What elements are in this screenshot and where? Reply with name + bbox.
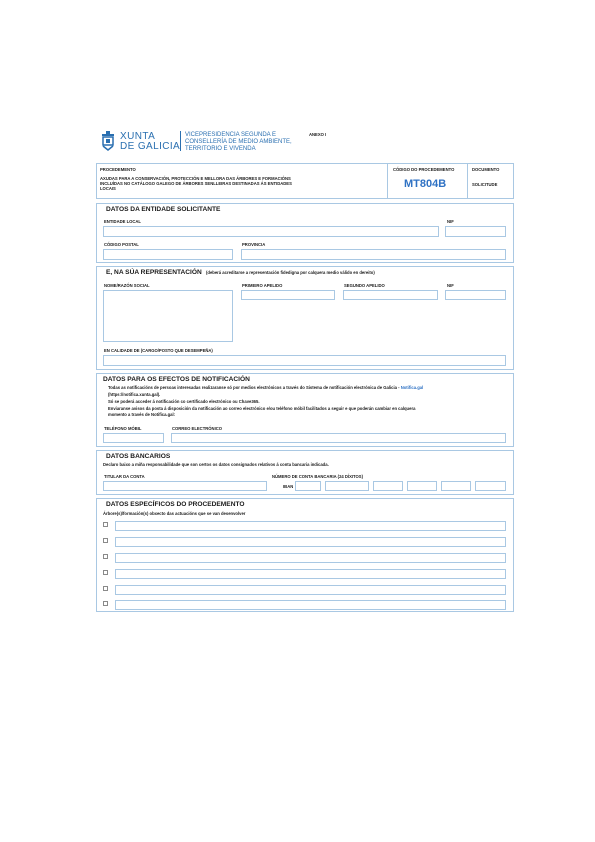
tree-checkbox-3[interactable] (103, 554, 108, 559)
account-field-number-1[interactable] (441, 481, 471, 491)
notification-text-line-1-body: Todas as notificacións de persoas interesadas realizaranse só por medios electrónicos a través do Sistema de notificación electrónica de Galicia - (108, 385, 400, 390)
specific-section-subtitle: Árbore(s)/formación(s) obxecto das actuacións que se van desenvolver (103, 511, 246, 516)
procedure-label: PROCEDEMENTO (100, 167, 136, 172)
department-line-2: CONSELLERÍA DE MEDIO AMBIENTE, (185, 139, 292, 145)
capacity-label: EN CALIDADE DE (CARGO/POSTO QUE DESEMPEÑA) (104, 348, 213, 353)
account-number-label: NÚMERO DE CONTA BANCARIA (24 DÍXITOS) (272, 474, 363, 479)
local-entity-label: ENTIDADE LOCAL (104, 219, 141, 224)
notification-section-title: DATOS PARA OS EFECTOS DE NOTIFICACIÓN (103, 376, 250, 383)
business-name-label: NOME/RAZÓN SOCIAL (104, 283, 150, 288)
mobile-phone-label: TELÉFONO MÓBIL (104, 426, 142, 431)
postal-code-label: CÓDIGO POSTAL (104, 242, 139, 247)
tree-checkbox-5[interactable] (103, 586, 108, 591)
first-surname-label: PRIMEIRO APELIDO (242, 283, 283, 288)
applicant-nif-field[interactable] (445, 226, 506, 237)
representation-note: (deberá acreditarse a representación fidedigna por calquera medio válido en dereito) (206, 270, 375, 275)
notifica-link[interactable]: Notifica.gal (400, 385, 424, 390)
account-field-number-2[interactable] (475, 481, 506, 491)
department-line-1: VICEPRESIDENCIA SEGUNDA E (185, 132, 277, 138)
iban-label: IBAN (283, 484, 294, 489)
coat-of-arms-icon (99, 131, 117, 151)
procedure-title-line-1: AXUDAS PARA A CONSERVACIÓN, PROTECCIÓN E MELLORA DAS ÁRBORES E FORMACIÓNS (100, 176, 291, 181)
province-field[interactable] (241, 249, 506, 260)
notification-text-line-2: (https://notifica.xunta.gal). (108, 392, 161, 397)
specific-section-title: DATOS ESPECÍFICOS DO PROCEDEMENTO (106, 501, 245, 508)
notification-text-line-5: momento a través de Notifica.gal: (108, 412, 176, 417)
postal-code-field[interactable] (103, 249, 233, 260)
account-field-office[interactable] (373, 481, 403, 491)
first-surname-field[interactable] (241, 290, 335, 300)
logo-divider (180, 131, 181, 151)
tree-checkbox-2[interactable] (103, 538, 108, 543)
email-label: CORREO ELECTRÓNICO (172, 426, 223, 431)
tree-field-4[interactable] (115, 569, 506, 579)
procedure-divider-1 (387, 163, 388, 199)
applicant-nif-label: NIF (447, 219, 454, 224)
procedure-code: MT804B (404, 178, 447, 190)
email-field[interactable] (171, 433, 506, 443)
applicant-section-title: DATOS DA ENTIDADE SOLICITANTE (106, 206, 221, 213)
bank-section-title: DATOS BANCARIOS (106, 453, 171, 460)
tree-checkbox-6[interactable] (103, 601, 108, 606)
account-field-entity[interactable] (325, 481, 369, 491)
business-name-field[interactable] (103, 290, 233, 342)
tree-field-6[interactable] (115, 600, 506, 610)
document-value: SOLICITUDE (472, 182, 498, 187)
bank-declaration: Declaro baixo a miña responsabilidade que son certos os datos consignados relativos á conta bancaria indicada. (103, 462, 329, 467)
capacity-field[interactable] (103, 355, 506, 366)
tree-field-5[interactable] (115, 585, 506, 595)
notification-text-line-3: Só se poderá acceder á notificación co certificado electrónico ou Chave365. (108, 399, 260, 404)
account-holder-label: TITULAR DA CONTA (104, 474, 145, 479)
department-line-3: TERRITORIO E VIVENDA (185, 146, 256, 152)
annex-label: ANEXO I (309, 132, 327, 137)
mobile-phone-field[interactable] (103, 433, 164, 443)
procedure-title-line-3: LOCAIS (100, 186, 116, 191)
local-entity-field[interactable] (103, 226, 439, 237)
second-surname-label: SEGUNDO APELIDO (344, 283, 385, 288)
representative-nif-field[interactable] (445, 290, 506, 300)
xunta-logo (99, 131, 117, 151)
province-label: PROVINCIA (242, 242, 266, 247)
second-surname-field[interactable] (343, 290, 438, 300)
notification-text-line-4: Enviaranse avisos da posta á disposición da notificación ao correo electrónico e/ou teléfono móbil facilitados a seguir e que poderán cambiar en calquera (108, 406, 416, 411)
tree-field-3[interactable] (115, 553, 506, 563)
iban-field[interactable] (295, 481, 321, 491)
procedure-divider-2 (467, 163, 468, 199)
tree-field-2[interactable] (115, 537, 506, 547)
procedure-code-label: CÓDIGO DO PROCEDEMENTO (393, 167, 455, 172)
representation-section-title: E, NA SÚA REPRESENTACIÓN (106, 269, 202, 276)
account-holder-field[interactable] (103, 481, 267, 491)
tree-checkbox-1[interactable] (103, 522, 108, 527)
tree-checkbox-4[interactable] (103, 570, 108, 575)
notification-text-line-1 (108, 385, 423, 390)
logo-xunta-text: XUNTA (120, 131, 156, 142)
representative-nif-label: NIF (447, 283, 454, 288)
document-label: DOCUMENTO (472, 167, 500, 172)
procedure-title-line-2: INCLUÍDAS NO CATÁLOGO GALEGO DE ÁRBORES SENLLEIRAS DESTINADAS ÁS ENTIDADES (100, 181, 292, 186)
account-field-dc[interactable] (407, 481, 437, 491)
logo-galicia-text: DE GALICIA (120, 141, 181, 152)
tree-field-1[interactable] (115, 521, 506, 531)
